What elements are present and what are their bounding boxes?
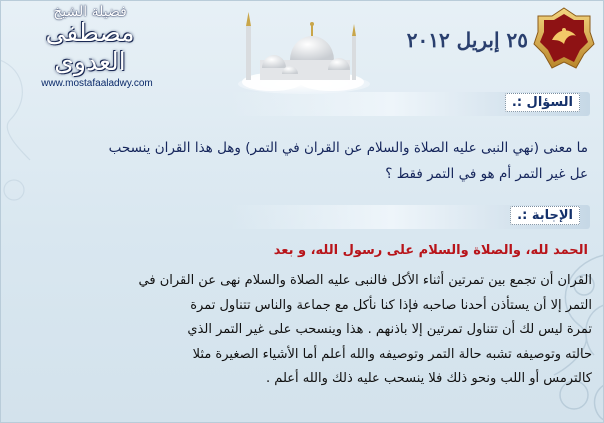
answer-line: كالترمس أو اللب ونحو ذلك فلا ينسحب عليه ذلك والله أعلم .	[266, 371, 592, 386]
answer-line: التمر إلا أن يستأذن أحدنا صاحبه فإذا كنا نأكل مع جماعة والناس تتناول تمرة	[190, 297, 592, 313]
question-line: عل غير التمر أم هو في التمر فقط ؟	[385, 166, 588, 182]
answer-line: القران أن تجمع بين تمرتين أثناء الأكل فالنبى عليه الصلاة والسلام نهى عن القران في	[138, 273, 592, 288]
sheikh-title	[10, 4, 170, 76]
answer-line: حالته وتوصيفه تشبه حالة التمر وتوصيفه والله أعلم أما الأشياء الصغيرة مثلا	[192, 346, 592, 362]
question-line: ما معنى (نهي النبى عليه الصلاة والسلام عن القران في التمر) وهل هذا القران ينسحب	[108, 140, 588, 156]
logo-icon	[532, 6, 596, 70]
answer-header	[230, 205, 590, 229]
mosque-icon	[232, 2, 370, 94]
sheikh-prefix: فضيلة الشيخ	[53, 4, 127, 20]
answer-line: تمرة ليس لك أن تتناول تمرتين إلا باذنهم . هذا وينسحب على غير التمر الذي	[187, 322, 592, 337]
sheikh-name: مصطفى العدوى	[45, 18, 135, 76]
date-label: ٢٥ إبريل ٢٠١٢	[406, 28, 528, 52]
question-header	[230, 92, 590, 116]
question-label: السؤال :.	[505, 93, 580, 112]
answer-label: الإجابة :.	[510, 206, 580, 225]
answer-text	[16, 269, 592, 392]
question-text	[16, 135, 588, 187]
praise-text: الحمد لله، والصلاة والسلام على رسول الله، و بعد	[273, 243, 588, 258]
website-link[interactable]: www.mostafaaladwy.com	[41, 78, 153, 89]
